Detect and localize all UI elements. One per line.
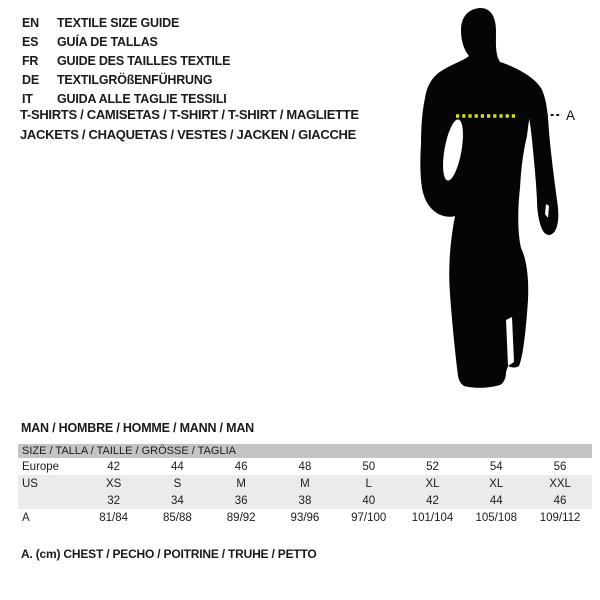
table-row-us: [18, 475, 592, 492]
size-cell: 38: [273, 492, 337, 509]
size-cell: 46: [234, 460, 248, 473]
category-jackets-line: JACKETS / CHAQUETAS / VESTES / JACKEN / GIACCHE: [20, 126, 356, 142]
size-cell: M: [273, 475, 337, 492]
size-cell: XS: [82, 475, 146, 492]
table-row-a-chest: [18, 509, 592, 526]
size-cell: 54: [489, 460, 503, 473]
size-table-header: SIZE / TALLA / TAILLE / GRÖSSE / TAGLIA: [18, 444, 592, 458]
row-label: Europe: [22, 460, 60, 473]
row-label: [18, 492, 82, 509]
size-cell: 42: [107, 460, 121, 473]
size-cell: 52: [426, 460, 439, 473]
size-cell: 105/108: [475, 511, 518, 524]
row-label: US: [18, 475, 82, 492]
language-name: GUIDE DES TAILLES TEXTILE: [57, 53, 231, 68]
size-cell: 109/112: [539, 511, 581, 524]
size-cell: 81/84: [99, 511, 129, 524]
category-tshirts-line: T-SHIRTS / CAMISETAS / T-SHIRT / T-SHIRT / MAGLIETTE: [20, 107, 359, 122]
size-cell: 85/88: [163, 511, 192, 524]
size-cell: 93/96: [290, 511, 320, 524]
language-name: TEXTILE SIZE GUIDE: [57, 15, 180, 30]
size-cell: 44: [464, 492, 528, 509]
size-cell: XL: [464, 475, 528, 492]
size-cell: 44: [171, 460, 184, 473]
language-row: [22, 70, 230, 89]
size-cell: L: [337, 475, 401, 492]
size-table-header-row: [18, 444, 592, 458]
size-cell: 36: [209, 492, 273, 509]
measurement-footnote: A. (cm) CHEST / PECHO / POITRINE / TRUHE / PETTO: [21, 547, 317, 561]
measurement-label-a: A: [566, 108, 576, 123]
size-cell: M: [209, 475, 273, 492]
size-cell: 42: [401, 492, 465, 509]
language-row: [22, 32, 230, 51]
size-cell: 89/92: [226, 511, 256, 524]
language-name: GUÍA DE TALLAS: [57, 34, 158, 49]
size-cell: 97/100: [351, 511, 387, 524]
size-cell: XXL: [528, 475, 592, 492]
language-code: EN: [22, 15, 39, 30]
language-name: TEXTILGRÖßENFÜHRUNG: [57, 72, 213, 87]
language-code: FR: [22, 53, 39, 68]
size-cell: 50: [362, 460, 376, 473]
language-row: [22, 13, 230, 32]
language-name: GUIDA ALLE TAGLIE TESSILI: [57, 91, 227, 106]
section-title-man: MAN / HOMBRE / HOMME / MANN / MAN: [21, 421, 254, 435]
category-list: [20, 105, 359, 144]
language-code: ES: [22, 34, 39, 49]
size-cell: 48: [298, 460, 312, 473]
size-cell: 46: [528, 492, 592, 509]
size-cell: 34: [146, 492, 210, 509]
size-cell: S: [146, 475, 210, 492]
language-code: DE: [22, 72, 39, 87]
size-cell: 101/104: [411, 511, 454, 524]
man-silhouette-figure: [400, 0, 595, 398]
language-list: [22, 13, 230, 108]
size-cell: 56: [553, 460, 567, 473]
size-table: [18, 444, 592, 526]
size-cell: 40: [337, 492, 401, 509]
row-label: A: [22, 511, 30, 524]
size-cell: 32: [82, 492, 146, 509]
language-code: IT: [22, 91, 33, 106]
size-cell: XL: [401, 475, 465, 492]
table-row-uk: [18, 492, 592, 509]
language-row: [22, 51, 230, 70]
silhouette-body: [420, 8, 538, 388]
table-row-europe: [18, 458, 592, 475]
